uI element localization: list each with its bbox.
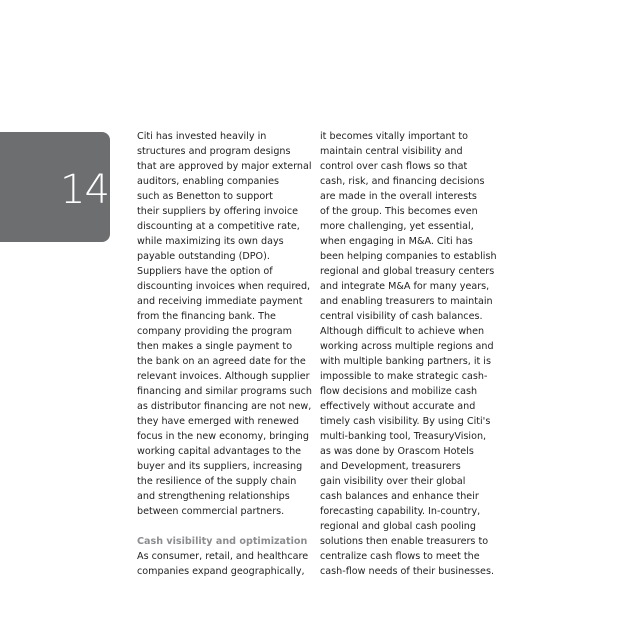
text-line: been helping companies to establish <box>320 251 497 262</box>
text-line: timely cash visibility. By using Citi's <box>320 416 491 427</box>
text-line: while maximizing its own days <box>137 236 284 247</box>
text-line: impossible to make strategic cash- <box>320 371 488 382</box>
text-line: between commercial partners. <box>137 506 285 517</box>
text-line: and integrate M&A for many years, <box>320 281 490 292</box>
text-line: structures and program designs <box>137 146 291 157</box>
text-line: and enabling treasurers to maintain <box>320 296 493 307</box>
paragraph-gap <box>137 519 309 534</box>
text-line: working capital advantages to the <box>137 446 302 457</box>
text-line: the resilience of the supply chain <box>137 476 297 487</box>
text-line: and strengthening relationships <box>137 491 290 502</box>
text-line: company providing the program <box>137 326 293 337</box>
text-line: their suppliers by offering invoice <box>137 206 299 217</box>
text-line: companies expand geographically, <box>137 566 305 577</box>
text-line: regional and global treasury centers <box>320 266 495 277</box>
text-line: as was done by Orascom Hotels <box>320 446 474 457</box>
text-line: it becomes vitally important to <box>320 131 469 142</box>
text-line: that are approved by major external <box>137 161 312 172</box>
text-line: discounting at a competitive rate, <box>137 221 300 232</box>
text-line: flow decisions and mobilize cash <box>320 386 478 397</box>
text-line: maintain central visibility and <box>320 146 463 157</box>
text-line: central visibility of cash balances. <box>320 311 483 322</box>
left-paragraph-continued <box>137 549 309 579</box>
text-line: and receiving immediate payment <box>137 296 303 307</box>
text-line: multi-banking tool, TreasuryVision, <box>320 431 487 442</box>
text-line: regional and global cash pooling <box>320 521 476 532</box>
text-line: more challenging, yet essential, <box>320 221 474 232</box>
text-line: cash balances and enhance their <box>320 491 479 502</box>
text-line: Citi has invested heavily in <box>137 131 267 142</box>
text-line: are made in the overall interests <box>320 191 477 202</box>
text-line: then makes a single payment to <box>137 341 293 352</box>
text-line: from the financing bank. The <box>137 311 276 322</box>
text-line: working across multiple regions and <box>320 341 494 352</box>
left-text-column <box>137 129 312 579</box>
page-number: 14 <box>60 167 109 213</box>
text-line: forecasting capability. In-country, <box>320 506 481 517</box>
text-line: of the group. This becomes even <box>320 206 478 217</box>
text-line: financing and similar programs such <box>137 386 312 397</box>
section-heading: Cash visibility and optimization <box>137 536 308 547</box>
text-line: such as Benetton to support <box>137 191 273 202</box>
text-line: relevant invoices. Although supplier <box>137 371 310 382</box>
text-line: control over cash flows so that <box>320 161 468 172</box>
text-line: effectively without accurate and <box>320 401 476 412</box>
text-line: and Development, treasurers <box>320 461 461 472</box>
text-line: payable outstanding (DPO). <box>137 251 270 262</box>
text-line: centralize cash flows to meet the <box>320 551 480 562</box>
text-line: focus in the new economy, bringing <box>137 431 309 442</box>
text-line: when engaging in M&A. Citi has <box>320 236 473 247</box>
text-line: Although difficult to achieve when <box>320 326 485 337</box>
right-paragraph <box>320 129 497 579</box>
text-line: they have emerged with renewed <box>137 416 299 427</box>
text-line: buyer and its suppliers, increasing <box>137 461 303 472</box>
text-line: discounting invoices when required, <box>137 281 311 292</box>
text-line: auditors, enabling companies <box>137 176 279 187</box>
text-line: Suppliers have the option of <box>137 266 273 277</box>
text-line: solutions then enable treasurers to <box>320 536 489 547</box>
text-line: cash, risk, and financing decisions <box>320 176 485 187</box>
text-line: with multiple banking partners, it is <box>320 356 491 367</box>
text-line: as distributor financing are not new, <box>137 401 312 412</box>
text-line: gain visibility over their global <box>320 476 466 487</box>
text-line: the bank on an agreed date for the <box>137 356 306 367</box>
left-paragraph <box>137 129 312 519</box>
text-line: As consumer, retail, and healthcare <box>137 551 309 562</box>
right-text-column <box>320 129 497 579</box>
text-line: cash-flow needs of their businesses. <box>320 566 494 577</box>
